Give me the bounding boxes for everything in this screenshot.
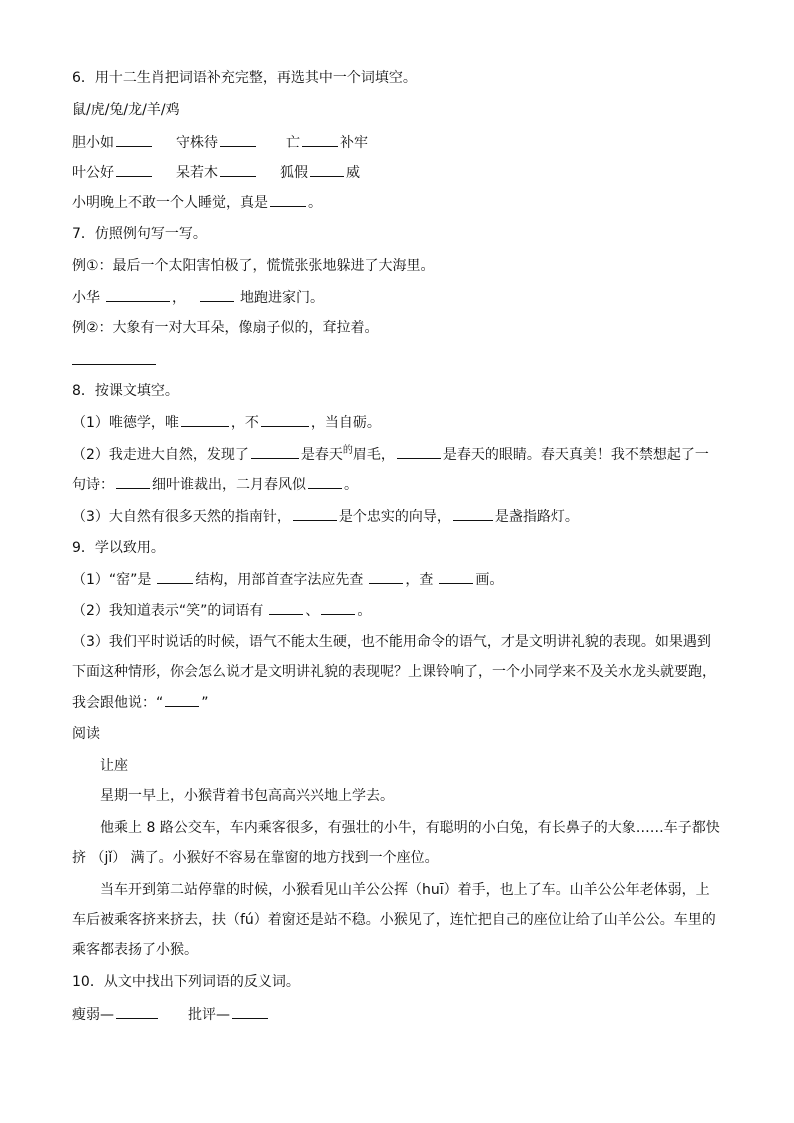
- q7-answer2-line[interactable]: [72, 364, 156, 365]
- q8-line4-b: 是个忠实的向导，: [338, 509, 451, 525]
- q6-row1-w1: 胆小如: [72, 135, 114, 151]
- q6-row1-w3: 亡: [286, 135, 300, 151]
- q10-title: 10．从文中找出下列词语的反义词。: [72, 974, 300, 990]
- q9-line1-b: 结构，用部首查字法应先查: [195, 572, 364, 588]
- q7-answer1-comma: ，: [172, 290, 186, 306]
- blank[interactable]: [302, 132, 338, 147]
- q9-line1: [72, 569, 503, 590]
- q9-line3: （3）我们平时说话的时候，语气不能太生硬，也不能用命令的语气，才是文明讲礼貌的表现。如果遇到: [72, 634, 711, 650]
- q8-line2-a: （2）我走进大自然，发现了: [72, 447, 249, 463]
- q8-line4: [72, 506, 579, 527]
- q8-line4-a: （3）大自然有很多天然的指南针，: [72, 509, 291, 525]
- q7-example1: 例①：最后一个太阳害怕极了，慌慌张张地躲进了大海里。: [72, 258, 435, 274]
- blank[interactable]: [397, 444, 441, 459]
- q9-line5-a: 我会跟他说：“: [72, 695, 164, 711]
- q7-example2: 例②：大象有一对大耳朵，像扇子似的，耷拉着。: [72, 320, 379, 336]
- blank[interactable]: [439, 569, 473, 584]
- q6-row1-w4: 补牢: [340, 135, 368, 151]
- q8-line2-b: 是春天: [300, 447, 343, 463]
- blank[interactable]: [220, 162, 256, 177]
- blank[interactable]: [116, 1004, 158, 1019]
- blank[interactable]: [106, 287, 170, 302]
- blank[interactable]: [270, 192, 306, 207]
- blank[interactable]: [165, 692, 199, 707]
- q9-line4: 下面这种情形，你会怎么说才是文明讲礼貌的表现呢？上课铃响了，一个小同学来不及关水龙头就要跑，: [72, 664, 716, 680]
- q9-line2-b: 、: [305, 603, 320, 619]
- blank[interactable]: [116, 474, 150, 489]
- q7-answer1-subject: 小华: [72, 290, 100, 306]
- q7-answer1-rest: 地跑进家门。: [240, 290, 324, 306]
- blank[interactable]: [310, 162, 344, 177]
- q8-line1-a: （1）唯德学，唯: [72, 415, 179, 431]
- q8-line3-c: 。: [344, 477, 358, 493]
- q6-title: 6．用十二生肖把词语补充完整，再选其中一个词填空。: [72, 70, 417, 86]
- blank[interactable]: [251, 444, 299, 459]
- reading-para3-line2: 车后被乘客挤来挤去，扶（fú）着窗还是站不稳。小猴见了，连忙把自己的座位让给了山羊公公。车里的: [72, 912, 716, 928]
- q9-line5: [72, 692, 209, 713]
- q7-answer1: [72, 287, 324, 308]
- reading-title: 让座: [100, 758, 128, 774]
- q9-line1-c: ，查: [405, 572, 434, 588]
- reading-heading: 阅读: [72, 726, 100, 742]
- q6-row2-w1: 叶公好: [72, 165, 114, 181]
- blank[interactable]: [116, 162, 152, 177]
- q9-line1-a: （1）“窑”是: [72, 572, 152, 588]
- q6-row2-w3: 狐假: [280, 165, 308, 181]
- q8-line2: [72, 444, 709, 467]
- q8-line1: [72, 412, 381, 433]
- blank[interactable]: [200, 287, 234, 302]
- q7-title: 7．仿照例句写一写。: [72, 226, 207, 242]
- q6-animals: 鼠/虎/兔/龙/羊/鸡: [72, 102, 180, 118]
- blank[interactable]: [293, 506, 337, 521]
- q9-line2-a: （2）我知道表示“笑”的词语有: [72, 603, 264, 619]
- q8-title: 8．按课文填空。: [72, 383, 179, 399]
- q10-word-b: 批评—: [188, 1007, 230, 1023]
- q9-line5-b: ”: [201, 695, 209, 711]
- q10-word-a: 瘦弱—: [72, 1007, 114, 1023]
- blank[interactable]: [453, 506, 493, 521]
- q6-row2: [72, 162, 360, 183]
- blank[interactable]: [232, 1004, 268, 1019]
- blank[interactable]: [321, 600, 355, 615]
- reading-para3-line3: 乘客都表扬了小猴。: [72, 942, 198, 958]
- q8-line4-c: 是盏指路灯。: [494, 509, 579, 525]
- q6-row2-w4: 威: [346, 165, 360, 181]
- q9-title: 9．学以致用。: [72, 540, 165, 556]
- q6-row1-w2: 守株待: [176, 135, 218, 151]
- reading-para2-line1: 他乘上 8 路公交车，车内乘客很多，有强壮的小牛，有聪明的小白兔，有长鼻子的大象……车子都快: [100, 820, 720, 836]
- reading-para3-line1: 当车开到第二站停靠的时候，小猴看见山羊公公挥（huī）着手，也上了车。山羊公公年老体弱，上: [100, 882, 710, 898]
- reading-para1: 星期一早上，小猴背着书包高高兴兴地上学去。: [100, 788, 394, 804]
- q8-line2-d: 是春天的眼睛。春天真美！我不禁想起了一: [442, 447, 709, 463]
- blank[interactable]: [269, 600, 303, 615]
- q8-line3-b: 细叶谁裁出，二月春风似: [152, 477, 306, 493]
- blank[interactable]: [308, 474, 342, 489]
- q9-line1-d: 画。: [475, 572, 504, 588]
- blank[interactable]: [181, 412, 229, 427]
- q9-line2-c: 。: [357, 603, 372, 619]
- blank[interactable]: [369, 569, 403, 584]
- q8-line1-b: ，不: [230, 415, 259, 431]
- q8-line2-sup: 的: [342, 445, 353, 456]
- q8-line3-a: 句诗：: [72, 477, 114, 493]
- blank[interactable]: [261, 412, 309, 427]
- q6-sentence: [72, 192, 322, 213]
- reading-para2-line2: 挤 （jǐ） 满了。小猴好不容易在靠窗的地方找到一个座位。: [72, 850, 439, 866]
- q6-sentence-end: 。: [308, 195, 322, 211]
- q8-line1-c: ，当自砺。: [310, 415, 381, 431]
- q8-line3: [72, 474, 358, 495]
- q6-sentence-text: 小明晚上不敢一个人睡觉，真是: [72, 195, 268, 211]
- q10-answers: [72, 1004, 270, 1025]
- q6-row1: [72, 132, 368, 153]
- blank[interactable]: [220, 132, 256, 147]
- q9-line2: [72, 600, 371, 621]
- blank[interactable]: [116, 132, 152, 147]
- blank[interactable]: [157, 569, 193, 584]
- q8-line2-c: 眉毛，: [352, 447, 395, 463]
- q6-row2-w2: 呆若木: [176, 165, 218, 181]
